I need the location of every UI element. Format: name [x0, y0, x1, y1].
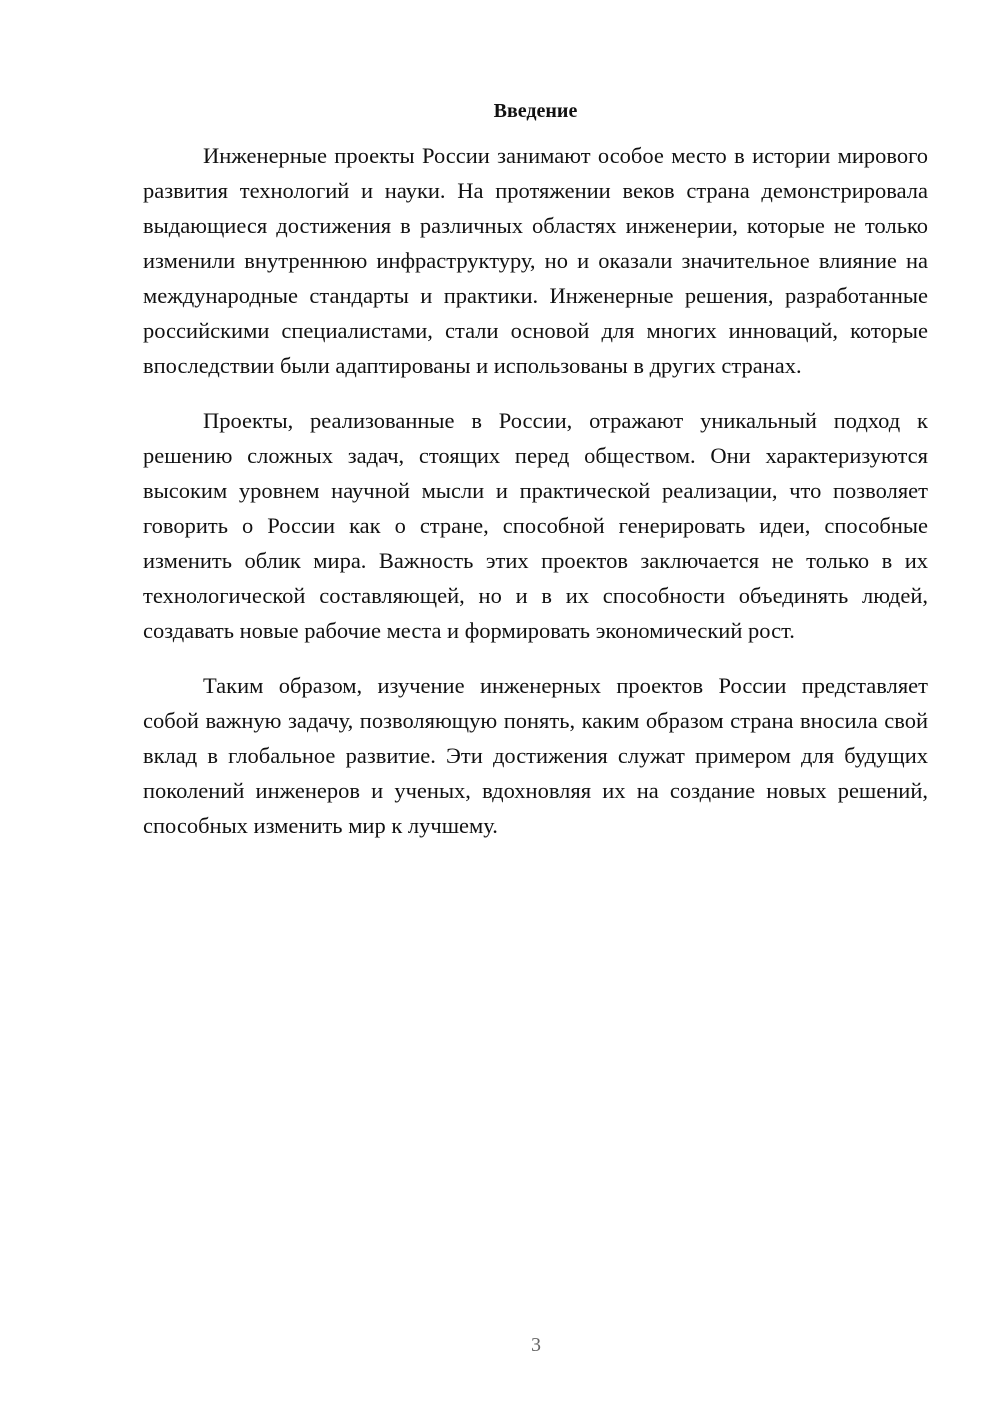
paragraph-2: Проекты, реализованные в России, отражают уникальный подход к решению сложных задач, стоящих перед обществом. Они характеризуются высоким уровнем научной мысли и практической реализации, что позволяет говорить о России как о стране, способной генерировать идеи, способные изменить облик мира. Важность этих проектов заключается не только в их технологической составляющей, но и в их способности объединять людей, создавать новые рабочие места и формировать экономический рост.	[143, 408, 928, 643]
page-number: 3	[531, 1334, 541, 1356]
paragraph-3: Таким образом, изучение инженерных проектов России представляет собой важную задачу, позволяющую понять, каким образом страна вносила свой вклад в глобальное развитие. Эти достижения служат примером для будущих поколений инженеров и ученых, вдохновляя их на создание новых решений, способных изменить мир к лучшему.	[143, 673, 928, 838]
paragraph-1: Инженерные проекты России занимают особое место в истории мирового развития технологий и науки. На протяжении веков страна демонстрировала выдающиеся достижения в различных областях инженерии, которые не только изменили внутреннюю инфраструктуру, но и оказали значительное влияние на международные стандарты и практики. Инженерные решения, разработанные российскими специалистами, стали основой для многих инноваций, которые впоследствии были адаптированы и использованы в других странах.	[143, 143, 928, 378]
page-content	[143, 96, 928, 863]
section-heading: Введение	[493, 100, 578, 122]
